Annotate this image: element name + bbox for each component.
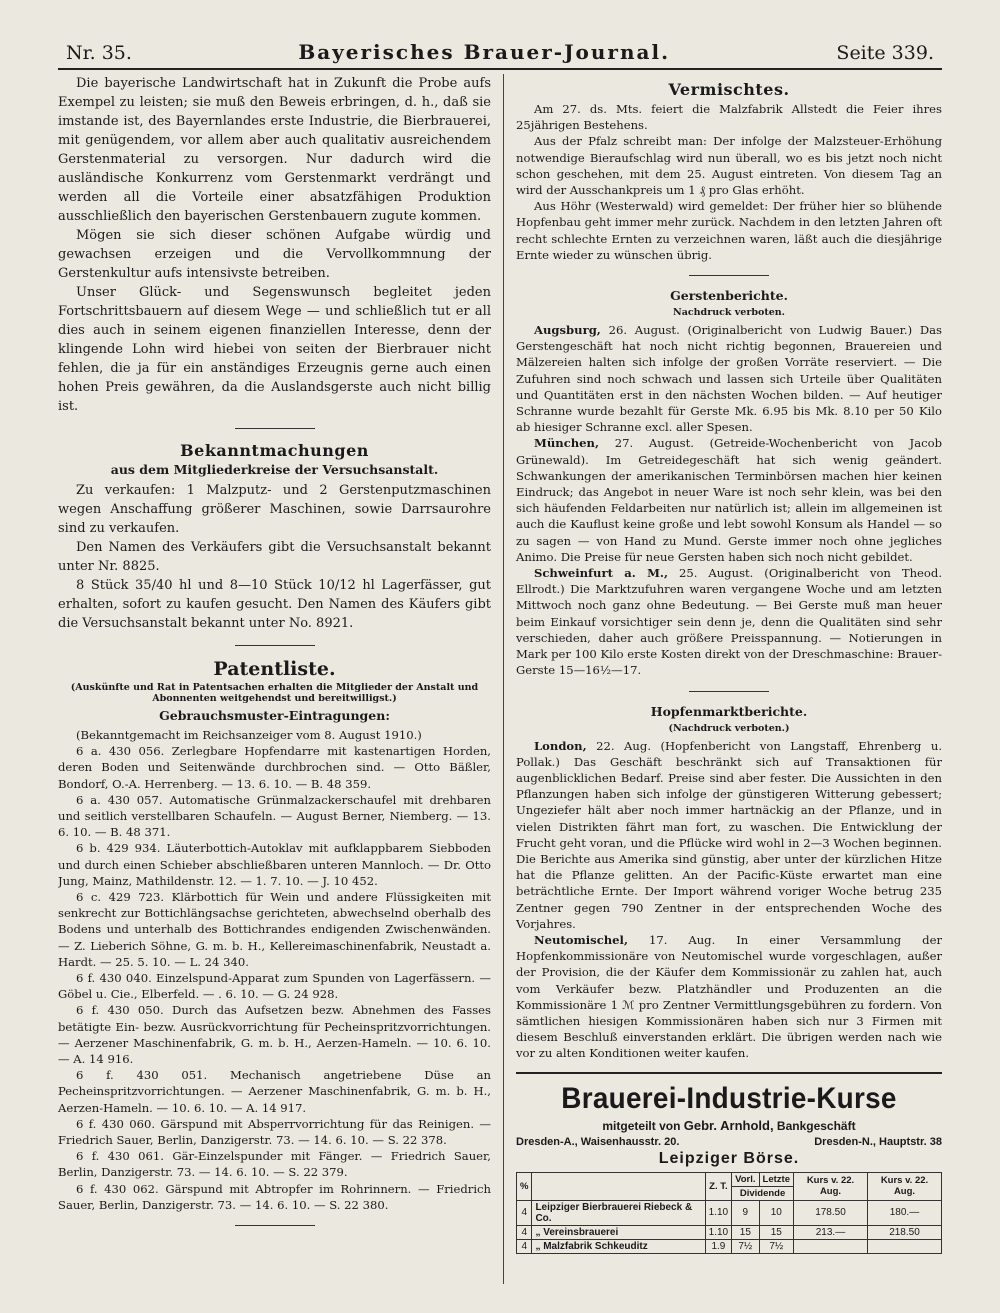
ad-subtitle (516, 1118, 942, 1133)
table-cell: 178.50 (794, 1200, 868, 1225)
table-cell: 4 (517, 1239, 532, 1253)
intro-paragraph: Die bayerische Landwirtschaft hat in Zukunft die Probe aufs Exempel zu leisten; sie muß den Beweis erbringen, d. h., daß sie imstande ist, des Bayernlandes erste Industrie, die Bierbrauerei, mit genügendem, vor allem aber auch qualitativ ausreichendem Gerstenmaterial zu versorgen. Nur dadurch wird die ausländische Konkurrenz vom Gerstenmarkt verdrängt und werden all die Vorteile einer absatzfähigen Produktion ausschließlich den bayerischen Gerstenbauern zugute kommen. (58, 76, 491, 224)
page-number: Seite 339. (836, 42, 934, 64)
column-header: Kurs v. 22. Aug. (794, 1172, 868, 1200)
patent-entry: 6 f. 430 060. Gärspund mit Absperrvorrichtung für das Reinigen. — Friedrich Sauer, Berlin, Danzigerstr. 73. — 14. 6. 10. — S. 22 378. (58, 1116, 491, 1148)
report-text: 25. August. (Originalbericht von Theod. Ellrodt.) Die Marktzufuhren waren vergangene Woche und am letzten Mittwoch noch ganz ohne Bedeutung. — Bei Gerste muß man heuer beim Einkauf vorsichtiger sein denn je, denn die Qualitäten sind sehr verschieden, daher auch größere Preisspannung. — Notierungen in Mark per 100 Kilo erste Kosten direkt von der Dreschmaschine: Brauer-Gerste 15—16½—17. (516, 566, 942, 678)
column-header: Letzte (759, 1172, 793, 1186)
table-cell (867, 1239, 941, 1253)
intro-paragraph: Unser Glück- und Segenswunsch begleitet jeden Fortschrittsbauern auf diesem Wege — und schließlich tut er all dies auch in seinem eigenen finanziellen Interesse, denn der klingende Lohn wird hiebei von seiten der Bierbrauer nicht fehlen, die ja für ein anständiges Erzeugnis gerne auch einen hohen Preis gewähren, da die Auslandsgerste auch nicht billig ist. (58, 285, 491, 414)
hop-market-note: (Nachdruck verboten.) (668, 722, 790, 734)
table-cell: 218.50 (867, 1225, 941, 1239)
page-header (58, 40, 942, 70)
table-cell: 15 (732, 1225, 759, 1239)
barley-report (516, 322, 942, 435)
table-cell: 4 (517, 1200, 532, 1225)
report-place: Schweinfurt a. M., (534, 566, 668, 581)
table-cell: 213.— (794, 1225, 868, 1239)
table-cell: Leipziger Bierbrauerei Riebeck & Co. (532, 1200, 705, 1225)
misc-paragraph: Aus Höhr (Westerwald) wird gemeldet: Der früher hier so blühende Hopfenbau geht immer mehr zurück. Nachdem in den letzten Jahren oft recht schlechte Ernten zu verzeichnen waren, läßt auch die diesjährige Ernte wieder zu wünschen übrig. (516, 199, 942, 262)
ad-exchange: Leipziger Börse. (658, 1149, 800, 1167)
utility-model-heading: Gebrauchsmuster-Eintragungen: (159, 708, 390, 723)
barley-reports-heading: Gerstenberichte. (670, 288, 788, 304)
report-text: 22. Aug. (Hopfenbericht von Langstaff, Ehrenberg u. Pollak.) Das Geschäft beschränkt sich auf Transaktionen für augenblicklichen Bedarf. Preise sind aber fester. Die Aussichten in den Pflanzungen haben sich infolge der günstigeren Witterung gebessert; Ungeziefer hält aber noch immer hartnäckig an der Pflanze, und in vielen Distrikten fährt man fort, zu waschen. Die Entwicklung der Frucht geht voran, und die Pflücke wird wohl in 2—3 Wochen beginnen. Die Berichte aus Amerika sind günstig, aber unter der kürzlichen Hitze hat die Pflanze gelitten. An der Pacific-Küste erwartet man eine beträchtliche Ernte. Der Import während voriger Woche betrug 235 Zentner gegen 790 Zentner in der entsprechenden Woche des Vorjahres. (516, 738, 942, 931)
barley-report (516, 435, 942, 565)
patent-list-heading: Patentliste. (213, 658, 336, 680)
table-header-row (517, 1172, 942, 1186)
intro-paragraph: Mögen sie sich dieser schönen Aufgabe würdig und gewachsen erzeigen und die Vervollkommnung der Gerstenkultur aufs intensivste betreiben. (58, 228, 491, 281)
ad-title: Brauerei-Industrie-Kurse (561, 1081, 897, 1115)
report-text: 27. August. (Getreide-Wochenbericht von Jacob Grünewald). Im Getreidegeschäft hat sich wenig geändert. Schwankungen der amerikanischen Terminbörsen machen hier keinen Eindruck; das Angebot in neuer Ware ist noch sehr klein, was bei den sich häufenden Feldarbeiten nur natürlich ist; allein im allgemeinen ist auch die Kauflust keine große und lebt sowohl Konsum als Handel — so zu sagen — von Hand zu Mund. Gerste immer noch ohne jegliches Animo. Die Preise für neue Gersten haben sich noch nicht gebildet. (516, 436, 942, 564)
table-cell: 1.9 (705, 1239, 731, 1253)
table-cell: „ Malzfabrik Schkeuditz (532, 1239, 705, 1253)
report-place: München, (534, 436, 600, 451)
ad-sub-prefix: mitgeteilt von (602, 1118, 681, 1133)
table-cell: 7½ (732, 1239, 759, 1253)
patent-entry: 6 f. 430 062. Gärspund mit Abtropfer im Rohrinnern. — Friedrich Sauer, Berlin, Danzigerstr. 73. — 14. 6. 10. — S. 22 380. (58, 1181, 491, 1212)
column-header: Dividende (732, 1186, 794, 1200)
patent-entry: 6 f. 430 050. Durch das Aufsetzen bezw. Abnehmen des Fasses betätigte Ein- bezw. Ausrückvorrichtung für Pecheinspritzvorrichtungen. — Aerzener Maschinenfabrik, G. m. b. H., Aerzen-Hameln. — 10. 6. 10. — A. 14 916. (58, 1003, 491, 1067)
journal-title: Bayerisches Brauer-Journal. (298, 40, 671, 64)
ad-addresses (516, 1136, 942, 1148)
announcement-paragraph: Zu verkaufen: 1 Malzputz- und 2 Gerstenputzmaschinen wegen Anschaffung größerer Maschinen, sowie Darrsaurohre sind zu verkaufen. (58, 483, 491, 536)
announcements-heading: Bekanntmachungen (180, 441, 369, 460)
right-column (504, 74, 942, 1284)
table-cell: 1.10 (705, 1200, 731, 1225)
miscellaneous-heading: Vermischtes. (668, 80, 790, 99)
column-header (532, 1172, 705, 1200)
report-place: London, (534, 738, 587, 753)
report-text: 26. August. (Originalbericht von Ludwig Bauer.) Das Gerstengeschäft hat noch nicht richtig begonnen, Brauereien und Mälzereien halten sich infolge der großen Vorräte reserviert. — Die Zufuhren sind noch schwach und lassen sich Urteile über Qualitäten und Quantitäten erst in den nächsten Wochen bilden. — Auf heutiger Schranne wurde bezahlt für Gerste Mk. 6.95 bis Mk. 8.10 per 50 Kilo ab hiesiger Schranne excl. aller Spesen. (516, 323, 942, 435)
table-cell (794, 1239, 868, 1253)
table-cell: „ Vereinsbrauerei (532, 1225, 705, 1239)
ad-address-left: Dresden-A., Waisenhausstr. 20. (516, 1135, 680, 1148)
stock-advertisement (516, 1072, 942, 1254)
publication-note: (Bekanntgemacht im Reichsanzeiger vom 8. August 1910.) (76, 728, 422, 742)
announcement-paragraph: Den Namen des Verkäufers gibt die Versuchsanstalt bekannt unter Nr. 8825. (58, 540, 491, 574)
report-place: Neutomischel, (534, 932, 628, 947)
report-place: Augsburg, (534, 323, 601, 338)
report-text: 17. Aug. In einer Versammlung der Hopfenkommissionäre von Neutomischel wurde vorgeschlagen, außer der Provision, die der Käufer dem Kommissionär zu zahlen hat, auch vom Verkäufer bezw. Platzhändler und Produzenten an die Kommissionäre 1 ℳ pro Zentner Vermittlungsgebühren zu fordern. Von sämtlichen hiesigen Kommissionären haben sich nur 3 Firmen mit diesem Beschluß einverstanden erklärt. Die übrigen werden nach wie vor zu alten Konditionen weiter kaufen. (516, 932, 942, 1061)
section-divider (235, 645, 315, 646)
misc-paragraph: Aus der Pfalz schreibt man: Der infolge der Malzsteuer-Erhöhung notwendige Bieraufschlag wird nun überall, wo es bis jetzt noch nicht schon geschehen, mit dem 25. August eintreten. Von diesem Tag an wird der Ausschankpreis um 1 ₰ pro Glas erhöht. (516, 134, 942, 198)
hop-report (516, 738, 942, 932)
ad-firm: Gebr. Arnhold, (683, 1117, 774, 1133)
table-cell: 7½ (759, 1239, 793, 1253)
table-cell: 9 (732, 1200, 759, 1225)
table-row (517, 1225, 942, 1239)
stock-table (516, 1172, 942, 1254)
column-header: % (517, 1172, 532, 1200)
patent-entry: 6 f. 430 061. Gär-Einzelspunder mit Fänger. — Friedrich Sauer, Berlin, Danzigerstr. 73. — 14. 6. 10. — S. 22 379. (58, 1149, 491, 1180)
table-row (517, 1239, 942, 1253)
table-cell: 10 (759, 1200, 793, 1225)
announcements-subheading: aus dem Mitgliederkreise der Versuchsanstalt. (110, 462, 439, 477)
patent-entry: 6 a. 430 056. Zerlegbare Hopfendarre mit kastenartigen Horden, deren Boden und Seitenwände durchbrochen sind. — Otto Bäßler, Bondorf, O.-A. Herrenberg. — 13. 6. 10. — B. 48 359. (58, 744, 491, 791)
ad-address-right: Dresden-N., Hauptstr. 38 (814, 1135, 942, 1148)
section-divider (235, 1225, 315, 1226)
table-cell: 15 (759, 1225, 793, 1239)
ad-firm-suffix: Bankgeschäft (776, 1118, 856, 1133)
patent-entry: 6 f. 430 051. Mechanisch angetriebene Düse an Pecheinspritzvorrichtungen. — Aerzener Maschinenfabrik, G. m. b. H., Aerzen-Hameln. — 10. 6. 10. — A. 14 917. (58, 1068, 491, 1115)
patent-entry: 6 a. 430 057. Automatische Grünmalzackerschaufel mit drehbaren und seitlich verstellbaren Schaufeln. — August Berner, Niemberg. — 13. 6. 10. — B. 48 371. (58, 792, 491, 840)
barley-report (516, 565, 942, 678)
table-cell: 1.10 (705, 1225, 731, 1239)
table-cell: 180.— (867, 1200, 941, 1225)
table-cell: 4 (517, 1225, 532, 1239)
hop-market-heading: Hopfenmarktberichte. (650, 703, 808, 719)
section-divider (235, 428, 315, 429)
section-divider (689, 691, 769, 692)
columns (58, 74, 942, 1284)
column-header: Kurs v. 22. Aug. (867, 1172, 941, 1200)
patent-list-note: (Auskünfte und Rat in Patentsachen erhalten die Mitglieder der Anstalt und Abonnenten weitgehendst und bereitwilligst.) (70, 682, 479, 704)
patent-entry: 6 b. 429 934. Läuterbottich-Autoklav mit aufklappbarem Siebboden und durch einen Schieber abschließbaren unteren Mannloch. — Dr. Otto Jung, Mainz, Mathildenstr. 12. — 1. 7. 10. — J. 10 452. (58, 841, 491, 888)
left-column (58, 74, 504, 1284)
misc-paragraph: Am 27. ds. Mts. feiert die Malzfabrik Allstedt die Feier ihres 25jährigen Bestehens. (516, 102, 942, 133)
patent-entry: 6 f. 430 040. Einzelspund-Apparat zum Spunden von Lagerfässern. — Göbel u. Cie., Elberfeld. — . 6. 10. — G. 24 928. (58, 971, 491, 1002)
section-divider (689, 275, 769, 276)
column-header: Z. T. (705, 1172, 731, 1200)
announcement-paragraph: 8 Stück 35/40 hl und 8—10 Stück 10/12 hl Lagerfässer, gut erhalten, sofort zu kaufen gesucht. Den Namen des Käufers gibt die Versuchsanstalt bekannt unter No. 8921. (58, 578, 491, 631)
table-row (517, 1200, 942, 1225)
hop-report (516, 932, 942, 1062)
issue-number: Nr. 35. (66, 42, 132, 64)
column-header: Vorl. (732, 1172, 759, 1186)
patent-entry: 6 c. 429 723. Klärbottich für Wein und andere Flüssigkeiten mit senkrecht zur Bottichlängsachse gerichteten, abwechselnd oberhalb des Bodens und unterhalb des Bottichrandes endigenden Zwischenwänden. — Z. Lieberich Söhne, G. m. b. H., Kellereimaschinenfabrik, Neustadt a. Hardt. — 25. 5. 10. — L. 24 340. (58, 890, 491, 969)
barley-reports-note: Nachdruck verboten. (673, 307, 785, 319)
